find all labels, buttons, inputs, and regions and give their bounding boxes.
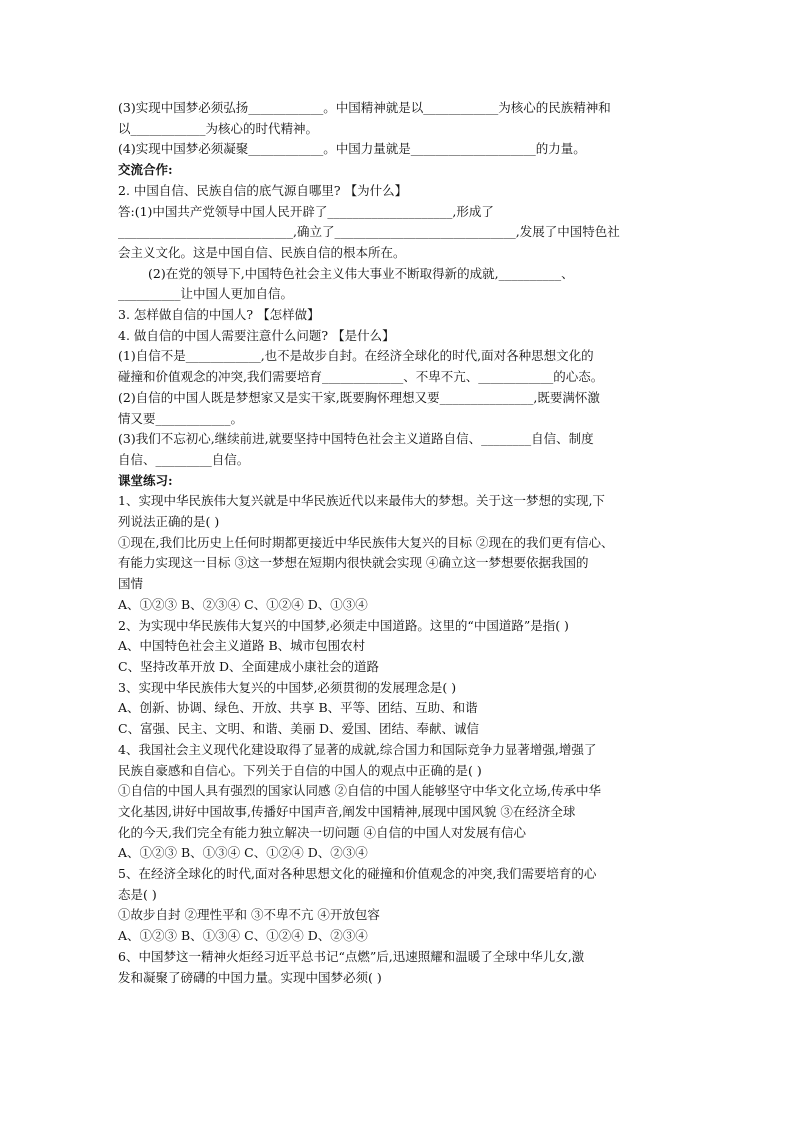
text-line: __________让中国人更加自信。 <box>118 286 294 302</box>
text-line: 6、中国梦这一精神火炬经习近平总书记“点燃”后,迅速照耀和温暖了全球中华儿女,激 <box>118 948 585 964</box>
text-line: 答:(1)中国共产党领导中国人民开辟了____________________,形成了 <box>118 203 494 219</box>
text-line: 碰撞和价值观念的冲突,我们需要培育_____________、不卑不亢、____________的心态。 <box>118 369 604 385</box>
text-line: 3. 怎样做自信的中国人? 【怎样做】 <box>118 307 320 323</box>
text-line: A、中国特色社会主义道路 B、城市包围农村 <box>118 638 366 654</box>
text-line: A、①②③ B、②③④ C、①②④ D、①③④ <box>118 596 368 612</box>
text-line: 态是( ) <box>118 886 157 902</box>
text-line: 4. 做自信的中国人需要注意什么问题? 【是什么】 <box>118 327 395 343</box>
text-line: 3、实现中华民族伟大复兴的中国梦,必须贯彻的发展理念是( ) <box>118 679 457 695</box>
text-line: 自信、_________自信。 <box>118 451 250 467</box>
section-heading: 交流合作: <box>118 162 173 178</box>
text-line: A、创新、协调、绿色、开放、共享 B、平等、团结、互助、和谐 <box>118 700 478 716</box>
text-line: ①故步自封 ②理性平和 ③不卑不亢 ④开放包容 <box>118 907 380 923</box>
text-line: 情又要____________。 <box>118 410 244 426</box>
text-line: A、①②③ B、①③④ C、①②④ D、②③④ <box>118 928 368 944</box>
text-line: 会主义文化。这是中国自信、民族自信的根本所在。 <box>118 244 406 260</box>
text-line: 国情 <box>118 576 144 592</box>
text-line: 列说法正确的是( ) <box>118 514 220 530</box>
text-line: 化的今天,我们完全有能力独立解决一切问题 ④自信的中国人对发展有信心 <box>118 824 526 840</box>
text-line: C、坚持改革开放 D、全面建成小康社会的道路 <box>118 658 380 674</box>
text-line: 发和凝聚了磅礴的中国力量。实现中国梦必须( ) <box>118 969 382 985</box>
text-line: (4)实现中国梦必须凝聚____________。中国力量就是____________________的力量。 <box>118 141 586 157</box>
text-line: 文化基因,讲好中国故事,传播好中国声音,阐发中国精神,展现中国风貌 ③在经济全球 <box>118 803 576 819</box>
text-line: 4、我国社会主义现代化建设取得了显著的成就,综合国力和国际竞争力显著增强,增强了 <box>118 741 597 757</box>
worksheet-body <box>118 98 678 988</box>
text-line: 有能力实现这一目标 ③这一梦想在短期内很快就会实现 ④确立这一梦想要依据我国的 <box>118 555 589 571</box>
text-line: (3)实现中国梦必须弘扬____________。中国精神就是以____________为核心的民族精神和 <box>118 100 611 115</box>
text-line: C、富强、民主、文明、和谐、美丽 D、爱国、团结、奉献、诚信 <box>118 721 480 737</box>
text-line: 5、在经济全球化的时代,面对各种思想文化的碰撞和价值观念的冲突,我们需要培育的心 <box>118 866 597 882</box>
section-heading: 课堂练习: <box>118 472 173 488</box>
text-line: (1)自信不是____________,也不是故步自封。在经济全球化的时代,面对各种思想文化的 <box>118 348 594 364</box>
text-line: ①现在,我们比历史上任何时期都更接近中华民族伟大复兴的目标 ②现在的我们更有信心、 <box>118 534 614 550</box>
text-line: (3)我们不忘初心,继续前进,就要坚持中国特色社会主义道路自信、________自信、制度 <box>118 431 594 447</box>
text-line: ____________________________,确立了_____________________________,发展了中国特色社 <box>118 224 620 240</box>
text-line: A、①②③ B、①③④ C、①②④ D、②③④ <box>118 845 368 861</box>
text-line: 以____________为核心的时代精神。 <box>118 120 319 136</box>
text-line: ①自信的中国人具有强烈的国家认同感 ②自信的中国人能够坚守中华文化立场,传承中华 <box>118 783 601 799</box>
text-line: 2. 中国自信、民族自信的底气源自哪里? 【为什么】 <box>118 182 408 198</box>
text-line: 1、实现中华民族伟大复兴就是中华民族近代以来最伟大的梦想。关于这一梦想的实现,下 <box>118 493 605 509</box>
text-line: 民族自豪感和自信心。下列关于自信的中国人的观点中正确的是( ) <box>118 762 482 778</box>
text-line: 2、为实现中华民族伟大复兴的中国梦,必须走中国道路。这里的“中国道路”是指( ) <box>118 617 569 633</box>
text-line: (2)自信的中国人既是梦想家又是实干家,既要胸怀理想又要_______________,既要满怀激 <box>118 389 600 405</box>
text-line: (2)在党的领导下,中国特色社会主义伟大事业不断取得新的成就,__________、 <box>148 265 574 281</box>
